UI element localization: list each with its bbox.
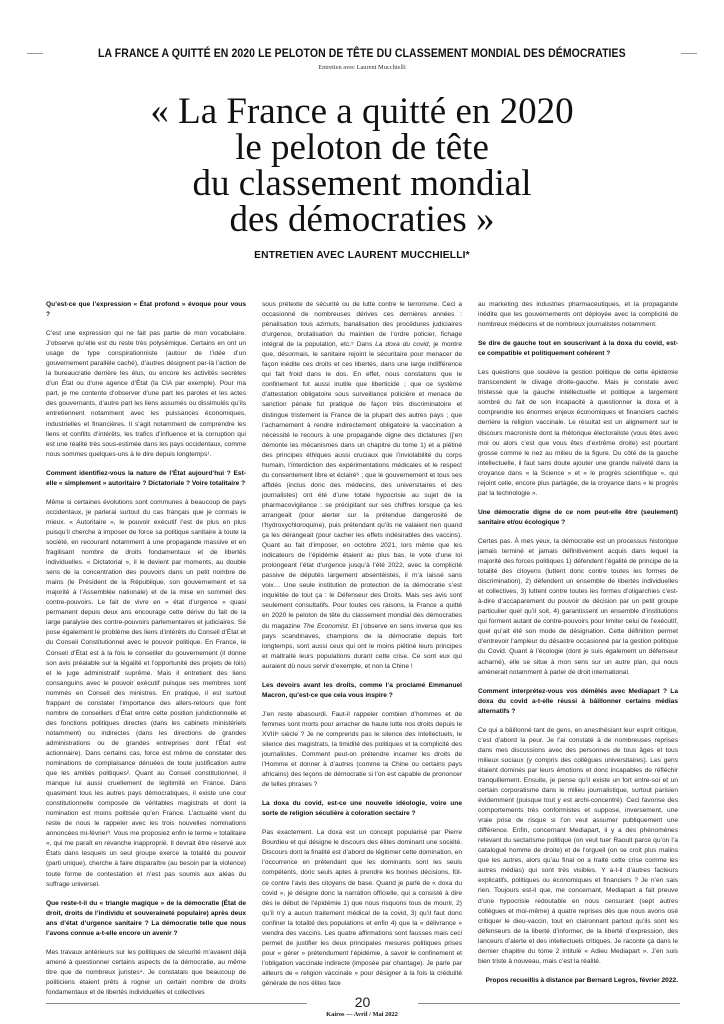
running-head-rule-right: [681, 53, 697, 54]
article-body: [46, 300, 678, 1007]
signature-line: Propos recueillis à distance par Bernard Legros, février 2022.: [485, 976, 678, 984]
interview-question: Les devoirs avant les droits, comme l’a proclamé Emmanuel Macron, qu’est-ce que cela vous inspire ?: [262, 681, 462, 699]
column-2: [262, 300, 462, 1007]
answer-paragraph: Les questions que soulève la gestion politique de cette épidémie transcendent le clivage droite-gauche. Mais je constate avec tristesse que la gauche intellectuelle et politique a largement sombré du fait de son incapacité à questionner la doxa et à comprendre les énormes enjeux économiques et financiers cachés derrière la religion vaccinale. Le résultat est un alignement sur le discours macroniste dont la rhétorique électoraliste (vous êtes avec moi ou alors c’est que vous êtes d’extrême droite) est pourtant grosse comme le nez au milieu de la figure. Du côté de la gauche intellectuelle, il faut sans doute ajouter une grande naïveté dans la croyance dans « la Science » et « le progrès scientifique », qui rejoint celle, encore plus partagée, de la croyance dans « le progrès par la technologie ».: [478, 369, 678, 497]
running-head: [0, 46, 724, 60]
footer-rule-right: [418, 1003, 680, 1004]
interview-question: Comment identifiez-vous la nature de l’État aujourd’hui ? Est-elle « simplement » autoritaire ? Dictatoriale ? Voire totalitaire ?: [46, 469, 246, 487]
answer-paragraph: Même si certaines évolutions sont communes à beaucoup de pays occidentaux, je parlerai surtout du cas français que je connais le mieux. « Autoritaire », le pouvoir exécutif l’est de plus en plus puisqu’il cherche à imposer de force sa politique sanitaire à toute la société, en recourant notamment à une propagande massive et en fragilisant nombre de droits fondamentaux et de libertés individuelles. « Dictatorial », il le devient par moments, au double sens de la concentration des pouvoirs dans un petit nombre de mains (le Président de la République, son gouvernement et sa majorité à l’Assemblée nationale) et de la mise en sommeil des contre-pouvoirs. Le fait de vivre en « état d’urgence » quasi permanent depuis deux ans encourage cette dérive du fait de la large paralysie des contre-pouvoirs parlementaires et judiciaires. Se pose également le problème des liens d’intérêts du Conseil d’État et du Conseil Constitutionnel avec le pouvoir politique. En France, le Conseil d’État est à la fois le conseiller du gouvernement (il donne son avis préalable sur la légalité et l’opportunité des projets de lois) et le juge administratif suprême. Mais il entretient des liens consanguins avec le pouvoir exécutif puisque ses membres sont nommés en Conseil des ministres. En pratique, il est surtout frappant de constater l’importance des allers-retours que font nombre de conseillers d’État entre cette position juridictionnelle et des fonctions politiques directes (dans les cabinets ministériels notamment) ou indirectes (dans les directions de grandes administrations ou de grandes entreprises dont l’État est actionnaire). Dans certains cas, force est même de constater des nominations de complaisance dénuées de toute justification autre que les amitiés politiques². Quant au Conseil constitutionnel, il manque lui aussi cruellement de légitimité en France. Dans quasiment tous les autres pays démocratiques, il existe une cour constitutionnelle composée de véritables magistrats et dont la nomination est moins politisée qu’en France. L’actualité vient du reste de nous le rappeler avec les trois nouvelles nominations annoncées mi-février³. Vous me proposiez enfin le terme « totalitaire », qui me paraît en revanche inapproprié. Il devrait être réservé aux États dans lesquels un seul groupe exerce la totalité du pouvoir (parti unique), cherche à faire disparaître (au besoin par la violence) toute forme de contestation et n’est pas soumis aux aléas du suffrage universel.: [46, 498, 246, 888]
work-title: La doxa du covid: [375, 341, 429, 349]
interview-question: Se dire de gauche tout en souscrivant à la doxa du covid, est-ce compatible et politiquement cohérent ?: [478, 340, 678, 358]
answer-paragraph: au marketing des industries pharmaceutiques, et la propagande inédite que les gouvernements ont déployée avec la complicité de nombreux médecins et de nombreux journalistes notamment.: [478, 301, 678, 329]
headline-line: « La France a quitté en 2020: [150, 91, 574, 132]
running-head-subtitle: Entretien avec Laurent Mucchielli: [318, 64, 406, 71]
interview-question: Que reste-t-il du « triangle magique » de la démocratie (État de droit, droits de l’individu et souveraineté populaire) après deux ans d’état d’urgence sanitaire ? La démocratie telle que nous l’avons connue a-t-elle encore un avenir ?: [46, 899, 246, 937]
answer-paragraph: Pas exactement. La doxa est un concept popularisé par Pierre Bourdieu et qui désigne le discours des élites dominant une société. Discours dont la finalité est d’abord de légitimer cette domination, en l’occurrence en prétendant que les dominants sont les seuls compétents, donc seuls aptes à prendre les bonnes décisions, fût-ce contre l’avis des citoyens de base. Quand je parle de « doxa du covid », je désigne donc la narration officielle, qui a consisté à dire dès le début de l’épidémie 1) que nous risquons tous de mourir, 2) qu’il n’y a aucun traitement médical de la covid, 3) qu’il faut donc confiner la totalité des populations et enfin 4) que la « délivrance » viendra des vaccins. Les quatre affirmations sont fausses mais ceci permet de justifier les deux principales mesures politiques prises pour « gérer » prétendument l’épidémie, à savoir le confinement et l’obligation vaccinale indirecte (imposée par chantage). Je parle par ailleurs de « religion vaccinale » pour désigner à la fois la crédulité générale de nos élites face: [262, 829, 462, 987]
answer-paragraph: J’en reste abasourdi. Faut-il rappeler combien d’hommes et de femmes sont morts pour arracher de haute lutte nos droits depuis le XVIIIᵉ siècle ? Je ne comprends pas le silence des intellectuels, le silence des magistrats, la timidité des politiques et la complicité des journalistes. Comment peut-on prétendre incarner les droits de l’Homme et donner à d’autres (comme la Chine ou certains pays africains) des leçons de démocratie si l’on est capable de prononcer de telles phrases ?: [262, 710, 462, 789]
column-3: [478, 300, 678, 1007]
answer-paragraph: Mes travaux antérieurs sur les politiques de sécurité m’avaient déjà amené à questionner certains aspects de la démocratie, au même titre que de nombreux juristes⁴. Je constatais que beaucoup de politiciens étaient prêts à rogner un certain nombre de droits fondamentaux et de libertés individuelles et collectives: [46, 948, 246, 996]
interview-question: Une démocratie digne de ce nom peut-elle être (seulement) sanitaire et/ou écologique ?: [478, 508, 678, 526]
headline-line: le peloton de tête: [235, 127, 489, 168]
running-head-rule-left: [27, 53, 43, 54]
interview-question: Comment interprétez-vous vos démêlés avec Mediapart ? La doxa du covid a-t-elle réussi à bâillonner certains médias alternatifs ?: [478, 687, 678, 715]
column-1: [46, 300, 246, 1007]
interview-question: La doxa du covid, est-ce une nouvelle idéologie, voire une sorte de religion séculière à coloration sectaire ?: [262, 800, 462, 818]
headline-line: du classement mondial: [192, 163, 532, 204]
page-number: 20: [354, 994, 371, 1010]
answer-paragraph: Certes pas. À mes yeux, la démocratie est un processus historique jamais terminé et jamais définitivement acquis dans lequel la majorité des forces politiques 1) défendent l’égalité de principe de la totalité des citoyens (luttent donc contre toutes les formes de discrimination), 2) défendent un ensemble de libertés individuelles et collectives, 3) luttent contre toutes les formes d’oligarchies c’est-à-dire d’accaparement du pouvoir de décision par un petit groupe particulier quel qu’il soit, 4) garantissent un ensemble d’institutions qui forment autant de contre-pouvoirs pour limiter celui de l’exécutif, quel qu’ait été son mode de désignation. Cette définition permet d’entrevoir l’ampleur du désastre occasionné par la gestion politique du Covid. Quant à l’écologie (dont je suis également un défenseur acharné), elle se situe à mon sens sur un autre plan, qui nous amènerait notamment à parler de droit international.: [478, 537, 678, 676]
answer-paragraph: Ce qui a bâillonné tant de gens, en anesthésiant leur esprit critique, c’est d’abord la peur. Je l’ai constaté à de nombreuses reprises dans mes discussions avec des personnes de tous âges et tous milieux sociaux (y compris des collègues universitaires). Les gens étaient dominés par leurs émotions et donc incapables de réfléchir tranquillement. Ensuite, je pense qu’il existe un fort entre-soi et un certain corporatisme dans le milieu journalistique, surtout parisien évidemment (puisque tout y est archi-concentré). Ceci favorise des comportements très conformistes et suppose, inversement, une vraie prise de risque si l’on veut assumer publiquement une différence. Enfin, concernant Mediapart, il y a des phénomènes relevant du sectarisme politique (on veut tuer Raoult parce qu’on l’a catalogué homme de droite) et de l’orgueil (on se croit plus malins que les autres, alors qu’au final on a traité cette crise comme les autres médias) qui sont très visibles. Y a-t-il d’autres facteurs explicatifs, politiques ou économiques et financiers ? Je n’en sais rien. Toujours est-il que, me concernant, Mediapart a fait preuve d’une hypocrisie redoutable en nous censurant (sept autres collègues et moi-même) à quatre reprises dès que nous avons osé critiquer le dieu-vaccin, tout en claironnant partout qu’ils sont les défenseurs de la liberté d’informer, de la liberté d’expression, des lanceurs d’alerte et des intellectuels critiques. Je raconte ça dans le dernier chapitre du tome 2 intitulé « Adieu Mediapart ». J’en suis bien triste à nouveau, mais c’est la réalité.: [478, 726, 678, 965]
answer-paragraph: C’est une expression qui ne fait pas partie de mon vocabulaire. J’observe qu’elle est du reste très polysémique. Certains en ont un usage de type conspirationniste (autour de l’idée d’un gouvernement parallèle caché), d’autres désignent par-là l’action de la bureaucratie derrière les élus, ou encore les activités secrètes d’un État ou d’une agence d’État (la CIA par exemple). Pour ma part, je me contente d’observer d’une part les paroles et les actes des gouvernants, d’autre part les liens assumés ou dissimulés qu’ils entretiennent notamment avec les puissances économiques, industrielles et financières. Il s’agit notamment de comprendre les liens et conflits d’intérêts, les trafics d’influence et la corruption qui est une réalité très sous-estimée dans les pays occidentaux, comme nous sommes quelques-uns à le dire depuis longtemps¹.: [46, 330, 246, 458]
byline: ENTRETIEN AVEC LAURENT MUCCHIELLI*: [254, 250, 470, 261]
headline-line: des démocraties »: [229, 199, 495, 240]
publication-footer: Kairos — Avril / Mai 2022: [326, 1011, 398, 1018]
answer-paragraph: sous prétexte de sécurité ou de lutte contre le terrorisme. Ceci a occasionné de nombreuses dérives ces dernières années : pénalisation tous azimuts, banalisation des procédures judiciaires d’urgence, brutalisation du maintien de l’ordre policier, fichage intégral de la population, etc.⁵ Dans La doxa du covid, je montre que, désormais, le sanitaire rejoint le sécuritaire pour menacer de façon inédite ces droits et ces libertés, dans une large indifférence qui fait froid dans le dos. En effet, nous constatons que le confinement fut aussi inutile que liberticide ; que ce système d’attestation obligatoire sous surveillance policière et menace de sanction pénale fut pratiqué de façon très discriminatoire et distingue tristement la France de la plupart des autres pays ; que l’acharnement à rendre indirectement obligatoire la vaccination a nécessité le recours à une propagande digne des dictatures (j’en démonte les mécanismes dans un chapitre du tome 1) et a piétiné des principes éthiques aussi cruciaux que l’inviolabilité du corps humain, l’interdiction des expérimentations médicales et le respect du consentement libre et éclairé⁶ ; que le gouvernement et tous ses affidés (inclus donc des médecins, des universitaires et des journalistes) ont été d’une totale hypocrisie au sujet de la pharmacovigilance : se précipitant sur ses chiffres lorsque ça les arrangeait (pour alerter sur la prétendue dangerosité de l’hydroxychloroquine), puis prétendant qu’ils ne valaient rien quand ça les dérangeait (pour cacher les effets indésirables des vaccins). Quant au fait d’imposer, en octobre 2021, lors même que les indicateurs de l’épidémie étaient au plus bas, le vote d’une loi prolongeant l’état d’urgence jusqu’à l’été 2022, avec la complicité passive de députés largement absentéistes, il m’a laissé sans voix… Une seule institution de protection de la démocratie s’est inquiétée de tout ça : le Défenseur des Droits. Mais ses avis sont seulement consultatifs. Pour toutes ces raisons, la France a quitté en 2020 le peloton de tête du classement mondial des démocraties du magazine The Economist. Et j’observe en sens inverse que les pays scandinaves, champions de la démocratie depuis fort longtemps, sont aussi ceux qui ont le moins piétiné leurs principes et maltraité leurs populations durant cette crise. Ce sont eux qui auraient dû nous servir d’exemple, et non la Chine !: [262, 301, 462, 670]
interview-question: Qu’est-ce que l’expression « État profond » évoque pour vous ?: [46, 301, 246, 319]
work-title: The Economist: [303, 622, 348, 630]
footer-rule-left: [46, 1003, 307, 1004]
running-head-title: LA FRANCE A QUITTÉ EN 2020 LE PELOTON DE TÊTE DU CLASSEMENT MONDIAL DES DÉMOCRATIES: [98, 46, 626, 60]
article-headline: [0, 91, 724, 240]
